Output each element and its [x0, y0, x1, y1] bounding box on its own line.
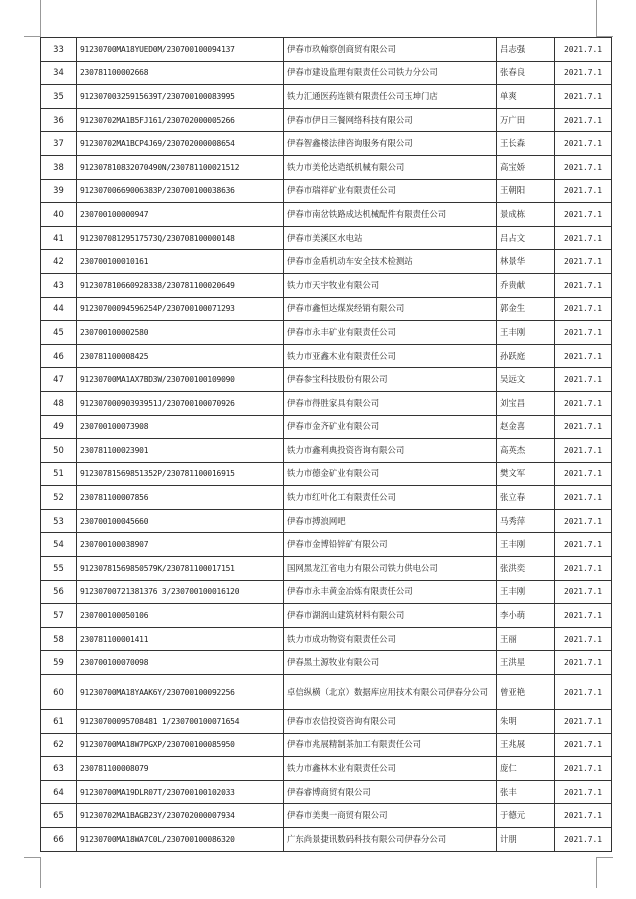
credit-code: 91230700094596254P/230700100071293 — [77, 297, 284, 321]
table-row — [41, 486, 612, 510]
row-number: 45 — [41, 321, 77, 345]
table-row — [41, 533, 612, 557]
credit-code: 230700100070098 — [77, 651, 284, 675]
row-number: 37 — [41, 132, 77, 156]
record-date: 2021.7.1 — [555, 780, 612, 804]
company-name: 铁力汇通医药连锁有限责任公司玉坤门店 — [284, 85, 497, 109]
row-number: 66 — [41, 828, 77, 852]
credit-code: 91230700MA18YUED0M/230700100094137 — [77, 38, 284, 62]
record-date: 2021.7.1 — [555, 604, 612, 628]
company-name: 伊春市玖翰察创商贸有限公司 — [284, 38, 497, 62]
company-name: 伊春市金博铅锌矿有限公司 — [284, 533, 497, 557]
company-name: 伊春市美溪区水电站 — [284, 226, 497, 250]
row-number: 39 — [41, 179, 77, 203]
row-number: 62 — [41, 733, 77, 757]
record-date: 2021.7.1 — [555, 85, 612, 109]
row-number: 50 — [41, 439, 77, 463]
legal-representative: 吴远文 — [497, 368, 555, 392]
legal-representative: 王丰刚 — [497, 580, 555, 604]
company-name: 伊春市湖润山建筑材料有限公司 — [284, 604, 497, 628]
record-date: 2021.7.1 — [555, 415, 612, 439]
legal-representative: 景成栋 — [497, 203, 555, 227]
credit-code: 230781100008425 — [77, 344, 284, 368]
crop-mark-bottom-right — [596, 857, 613, 888]
legal-representative: 吕志强 — [497, 38, 555, 62]
table-row — [41, 368, 612, 392]
credit-code: 230700100038907 — [77, 533, 284, 557]
table-row — [41, 179, 612, 203]
record-date: 2021.7.1 — [555, 439, 612, 463]
row-number: 38 — [41, 155, 77, 179]
record-date: 2021.7.1 — [555, 486, 612, 510]
credit-code: 230700100000947 — [77, 203, 284, 227]
record-date: 2021.7.1 — [555, 509, 612, 533]
table-row — [41, 804, 612, 828]
credit-code: 91230702MA1B5FJ161/230702000005266 — [77, 108, 284, 132]
legal-representative: 于德元 — [497, 804, 555, 828]
company-name: 伊春市金盾机动车安全技术检测站 — [284, 250, 497, 274]
table-row — [41, 439, 612, 463]
row-number: 60 — [41, 675, 77, 710]
legal-representative: 孙跃庭 — [497, 344, 555, 368]
company-name: 伊春市瑞祥矿业有限责任公司 — [284, 179, 497, 203]
credit-code: 230781100002668 — [77, 61, 284, 85]
credit-code: 91230700MA18W7PGXP/230700100085950 — [77, 733, 284, 757]
row-number: 36 — [41, 108, 77, 132]
row-number: 57 — [41, 604, 77, 628]
legal-representative: 王兆展 — [497, 733, 555, 757]
credit-code: 91230700MA1AX7BD3W/230700100109090 — [77, 368, 284, 392]
credit-code: 912307810660928338/230781100020649 — [77, 273, 284, 297]
row-number: 51 — [41, 462, 77, 486]
credit-code: 230700100002580 — [77, 321, 284, 345]
company-name: 伊春智鑫楼法律咨询服务有限公司 — [284, 132, 497, 156]
legal-representative: 林景华 — [497, 250, 555, 274]
company-name: 伊春市永丰矿业有限责任公司 — [284, 321, 497, 345]
row-number: 63 — [41, 757, 77, 781]
credit-code: 91230781569851352P/230781100016915 — [77, 462, 284, 486]
company-name: 铁力市德金矿业有限公司 — [284, 462, 497, 486]
row-number: 61 — [41, 710, 77, 734]
credit-code: 91230702MA1BCP4J69/230702000008654 — [77, 132, 284, 156]
row-number: 34 — [41, 61, 77, 85]
row-number: 64 — [41, 780, 77, 804]
table-row — [41, 344, 612, 368]
row-number: 58 — [41, 627, 77, 651]
legal-representative: 樊文军 — [497, 462, 555, 486]
credit-code: 91230700MA18WA7C0L/230700100086320 — [77, 828, 284, 852]
credit-code: 91230700721381376 3/230700100016120 — [77, 580, 284, 604]
legal-representative: 张洪奕 — [497, 557, 555, 581]
record-date: 2021.7.1 — [555, 828, 612, 852]
company-name: 铁力市红叶化工有限责任公司 — [284, 486, 497, 510]
record-date: 2021.7.1 — [555, 132, 612, 156]
credit-code: 91230702MA1BAGB23Y/230702000007934 — [77, 804, 284, 828]
table-row — [41, 297, 612, 321]
table-row — [41, 651, 612, 675]
legal-representative: 朱明 — [497, 710, 555, 734]
legal-representative: 郭金生 — [497, 297, 555, 321]
legal-representative: 王丽 — [497, 627, 555, 651]
legal-representative: 万广田 — [497, 108, 555, 132]
record-date: 2021.7.1 — [555, 462, 612, 486]
credit-code: 230781100023901 — [77, 439, 284, 463]
credit-code: 91230700095708481 1/230700100071654 — [77, 710, 284, 734]
record-date: 2021.7.1 — [555, 321, 612, 345]
company-name: 伊春市建设监理有限责任公司铁力分公司 — [284, 61, 497, 85]
credit-code: 91230700MA18YAAK6Y/230700100092256 — [77, 675, 284, 710]
row-number: 42 — [41, 250, 77, 274]
table-row — [41, 61, 612, 85]
record-date: 2021.7.1 — [555, 580, 612, 604]
legal-representative: 赵金喜 — [497, 415, 555, 439]
record-date: 2021.7.1 — [555, 651, 612, 675]
company-name: 广东尚景捷讯数码科技有限公司伊春分公司 — [284, 828, 497, 852]
record-date: 2021.7.1 — [555, 250, 612, 274]
company-name: 铁力市鑫林木业有限责任公司 — [284, 757, 497, 781]
table-row — [41, 108, 612, 132]
row-number: 35 — [41, 85, 77, 109]
company-name: 伊春市农信投资咨询有限公司 — [284, 710, 497, 734]
legal-representative: 王丰刚 — [497, 321, 555, 345]
record-date: 2021.7.1 — [555, 61, 612, 85]
credit-code: 91230700MA19DLR07T/230700100102033 — [77, 780, 284, 804]
table-row — [41, 733, 612, 757]
legal-representative: 庞仁 — [497, 757, 555, 781]
table-row — [41, 273, 612, 297]
record-date: 2021.7.1 — [555, 557, 612, 581]
table-row — [41, 462, 612, 486]
company-name: 伊春参宝科技股份有限公司 — [284, 368, 497, 392]
record-date: 2021.7.1 — [555, 675, 612, 710]
table-row — [41, 509, 612, 533]
record-date: 2021.7.1 — [555, 179, 612, 203]
company-name: 国网黑龙江省电力有限公司铁力供电公司 — [284, 557, 497, 581]
credit-code: 230781100008079 — [77, 757, 284, 781]
record-date: 2021.7.1 — [555, 533, 612, 557]
legal-representative: 马秀萍 — [497, 509, 555, 533]
credit-code: 230700100010161 — [77, 250, 284, 274]
record-date: 2021.7.1 — [555, 757, 612, 781]
table-row — [41, 757, 612, 781]
row-number: 48 — [41, 391, 77, 415]
table-row — [41, 203, 612, 227]
record-date: 2021.7.1 — [555, 368, 612, 392]
credit-code: 91230700669006383P/230700100038636 — [77, 179, 284, 203]
table-row — [41, 321, 612, 345]
records-table — [40, 37, 612, 852]
legal-representative: 张春良 — [497, 61, 555, 85]
legal-representative: 张立春 — [497, 486, 555, 510]
legal-representative: 单爽 — [497, 85, 555, 109]
row-number: 55 — [41, 557, 77, 581]
legal-representative: 乔贵献 — [497, 273, 555, 297]
record-date: 2021.7.1 — [555, 203, 612, 227]
row-number: 53 — [41, 509, 77, 533]
company-name: 伊春市兆展精制茶加工有限责任公司 — [284, 733, 497, 757]
record-date: 2021.7.1 — [555, 38, 612, 62]
legal-representative: 曾亚艳 — [497, 675, 555, 710]
row-number: 52 — [41, 486, 77, 510]
table-row — [41, 828, 612, 852]
table-row — [41, 557, 612, 581]
company-name: 伊春睿博商贸有限公司 — [284, 780, 497, 804]
credit-code: 230700100073908 — [77, 415, 284, 439]
row-number: 47 — [41, 368, 77, 392]
company-name: 伊春市搏浪网吧 — [284, 509, 497, 533]
table-row — [41, 38, 612, 62]
credit-code: 91230700090393951J/230700100070926 — [77, 391, 284, 415]
company-name: 伊春市得胜家具有限公司 — [284, 391, 497, 415]
credit-code: 912307810832070490N/230781100021512 — [77, 155, 284, 179]
company-name: 伊春市鑫恒达煤炭经销有限公司 — [284, 297, 497, 321]
record-date: 2021.7.1 — [555, 226, 612, 250]
row-number: 46 — [41, 344, 77, 368]
row-number: 59 — [41, 651, 77, 675]
company-name: 伊春黑土源牧业有限公司 — [284, 651, 497, 675]
table-row — [41, 675, 612, 710]
record-date: 2021.7.1 — [555, 108, 612, 132]
table-row — [41, 580, 612, 604]
legal-representative: 张丰 — [497, 780, 555, 804]
record-date: 2021.7.1 — [555, 297, 612, 321]
table-row — [41, 415, 612, 439]
record-date: 2021.7.1 — [555, 710, 612, 734]
table-row — [41, 85, 612, 109]
company-name: 伊春市金齐矿业有限公司 — [284, 415, 497, 439]
record-date: 2021.7.1 — [555, 733, 612, 757]
legal-representative: 高宝娇 — [497, 155, 555, 179]
company-name: 铁力市美伦达造纸机械有限公司 — [284, 155, 497, 179]
crop-mark-top-left — [24, 0, 41, 37]
legal-representative: 高英杰 — [497, 439, 555, 463]
credit-code: 91230708129517573Q/230708100000148 — [77, 226, 284, 250]
row-number: 33 — [41, 38, 77, 62]
credit-code: 91230700325915639T/230700100083995 — [77, 85, 284, 109]
legal-representative: 刘宝昌 — [497, 391, 555, 415]
row-number: 56 — [41, 580, 77, 604]
credit-code: 230781100007856 — [77, 486, 284, 510]
row-number: 43 — [41, 273, 77, 297]
credit-code: 230700100050106 — [77, 604, 284, 628]
row-number: 44 — [41, 297, 77, 321]
credit-code: 230700100045660 — [77, 509, 284, 533]
table-row — [41, 250, 612, 274]
company-name: 伊春市永丰黄金冶炼有限责任公司 — [284, 580, 497, 604]
table-row — [41, 391, 612, 415]
record-date: 2021.7.1 — [555, 627, 612, 651]
row-number: 54 — [41, 533, 77, 557]
table-row — [41, 710, 612, 734]
company-name: 伊春市南岔铁路成达机械配件有限责任公司 — [284, 203, 497, 227]
company-name: 卓信纵横（北京）数据库应用技术有限公司伊春分公司 — [284, 675, 497, 710]
table-row — [41, 132, 612, 156]
legal-representative: 王丰刚 — [497, 533, 555, 557]
crop-mark-bottom-left — [24, 857, 41, 888]
legal-representative: 计朋 — [497, 828, 555, 852]
records-table-body — [41, 38, 612, 852]
row-number: 40 — [41, 203, 77, 227]
legal-representative: 王朝阳 — [497, 179, 555, 203]
table-row — [41, 155, 612, 179]
company-name: 伊春市美奥一商贸有限公司 — [284, 804, 497, 828]
company-name: 铁力市鑫利典投资咨询有限公司 — [284, 439, 497, 463]
credit-code: 91230781569850579K/230781100017151 — [77, 557, 284, 581]
table-row — [41, 780, 612, 804]
table-row — [41, 627, 612, 651]
table-row — [41, 604, 612, 628]
record-date: 2021.7.1 — [555, 273, 612, 297]
row-number: 49 — [41, 415, 77, 439]
table-row — [41, 226, 612, 250]
company-name: 铁力市天宇牧业有限公司 — [284, 273, 497, 297]
credit-code: 230781100001411 — [77, 627, 284, 651]
legal-representative: 吕占文 — [497, 226, 555, 250]
record-date: 2021.7.1 — [555, 155, 612, 179]
company-name: 铁力市成功物资有限责任公司 — [284, 627, 497, 651]
row-number: 65 — [41, 804, 77, 828]
legal-representative: 王洪星 — [497, 651, 555, 675]
legal-representative: 李小萌 — [497, 604, 555, 628]
crop-mark-top-right — [596, 0, 613, 37]
company-name: 伊春市伊日三餐网络科技有限公司 — [284, 108, 497, 132]
record-date: 2021.7.1 — [555, 804, 612, 828]
row-number: 41 — [41, 226, 77, 250]
record-date: 2021.7.1 — [555, 344, 612, 368]
legal-representative: 王长森 — [497, 132, 555, 156]
record-date: 2021.7.1 — [555, 391, 612, 415]
company-name: 铁力市亚鑫木业有限责任公司 — [284, 344, 497, 368]
